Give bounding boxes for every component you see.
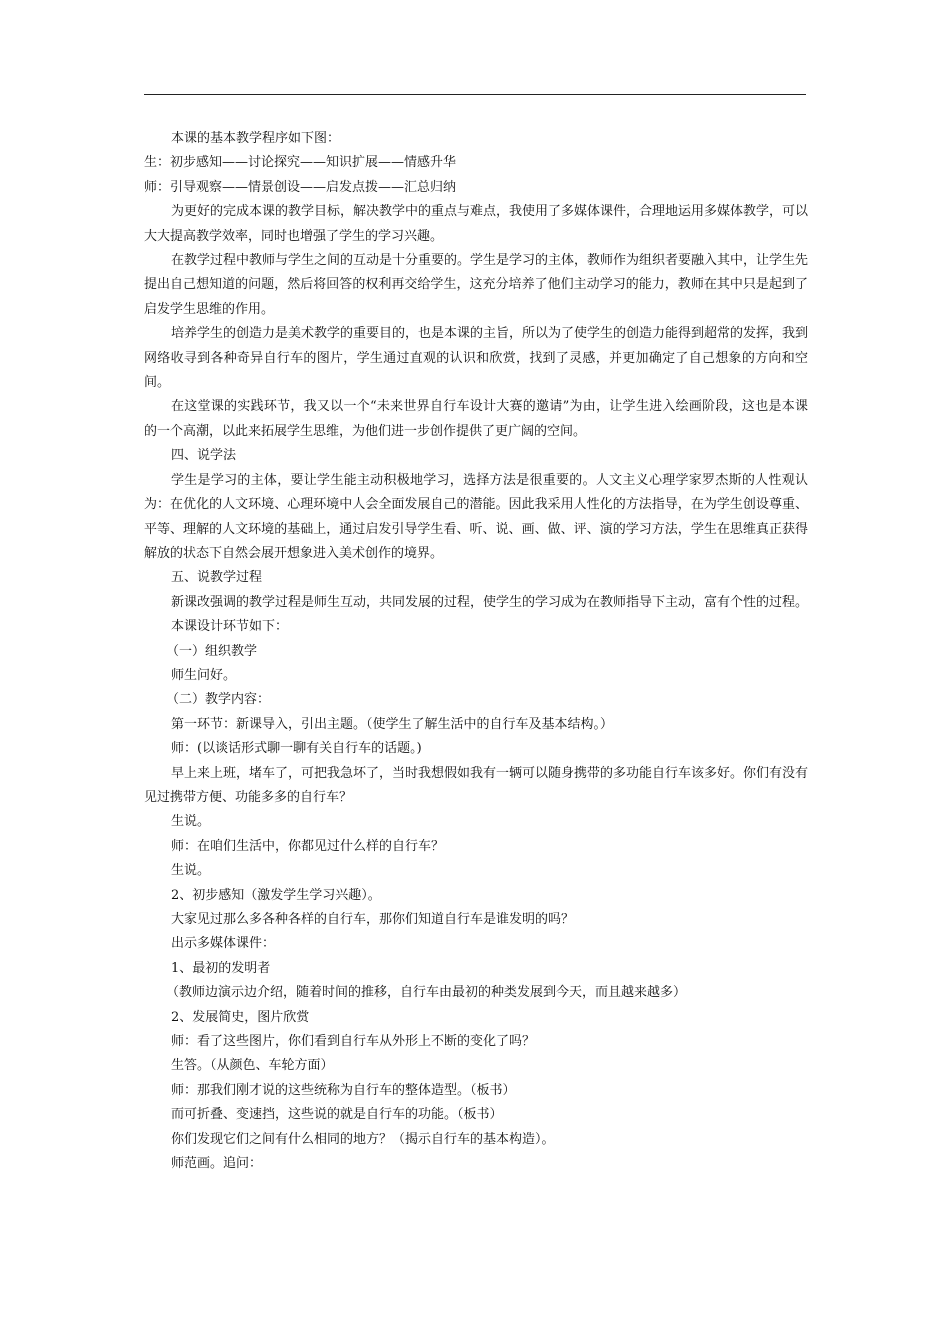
paragraph: 本课的基本教学程序如下图：	[171, 131, 341, 146]
paragraph: 2、发展简史，图片欣赏	[171, 1009, 310, 1025]
paragraph: 生：初步感知——讨论探究——知识扩展——情感升华	[144, 155, 457, 171]
paragraph: 师：看了这些图片，你们看到自行车从外形上不断的变化了吗？	[171, 1034, 536, 1050]
paragraph: 1、最初的发明者	[171, 960, 271, 976]
section-heading: 四、说学法	[171, 448, 237, 464]
subsection-heading: （二）教学内容：	[166, 692, 271, 708]
paragraph: 早上来上班，堵车了，可把我急坏了，当时我想假如我有一辆可以随身携带的多功能自行车该多好。你们有没有见过携带方便、功能多多的自行车？	[144, 765, 809, 805]
paragraph: 而可折叠、变速挡，这些说的就是自行车的功能。（板书）	[171, 1107, 503, 1123]
paragraph: 师：(以谈话形式聊一聊有关自行车的话题。)	[171, 741, 422, 757]
document-body	[144, 127, 808, 1176]
paragraph: 大家见过那么多各种各样的自行车，那你们知道自行车是谁发明的吗？	[171, 912, 575, 927]
paragraph: 你们发现它们之间有什么相同的地方？（揭示自行车的基本构造）。	[171, 1131, 555, 1147]
paragraph: 师：在咱们生活中，你都见过什么样的自行车？	[171, 838, 445, 854]
paragraph: 培养学生的创造力是美术教学的重要目的，也是本课的主旨，所以为了使学生的创造力能得到超常的发挥，我到网络收寻到各种奇异自行车的图片，学生通过直观的认识和欣赏，找到了灵感，并更加确定了自己想象的方向和空间。	[144, 326, 809, 391]
paragraph: （教师边演示边介绍，随着时间的推移，自行车由最初的种类发展到今天，而且越来越多）	[166, 985, 687, 1001]
paragraph: 新课改强调的教学过程是师生互动，共同发展的过程，使学生的学习成为在教师指导下主动，富有个性的过程。	[171, 594, 809, 610]
paragraph: 生说。	[171, 863, 211, 879]
paragraph: 学生是学习的主体，要让学生能主动积极地学习，选择方法是很重要的。人文主义心理学家罗杰斯的人性观认为：在优化的人文环境、心理环境中人会全面发展自己的潜能。因此我采用人性化的方法指导，在为学生创设尊重、平等、理解的人文环境的基础上，通过启发引导学生看、听、说、画、做、评、演的学习方法，学生在思维真正获得解放的状态下自然会展开想象进入美术创作的境界。	[144, 472, 808, 561]
subsection-heading: （一）组织教学	[166, 643, 258, 659]
paragraph: 为更好的完成本课的教学目标，解决教学中的重点与难点，我使用了多媒体课件，合理地运用多媒体教学，可以大大提高教学效率，同时也增强了学生的学习兴趣。	[144, 204, 809, 244]
paragraph: 本课设计环节如下：	[171, 619, 289, 635]
paragraph: 生答。（从颜色、车轮方面）	[171, 1058, 334, 1074]
paragraph: 师：引导观察——情景创设——启发点拨——汇总归纳	[144, 179, 457, 195]
paragraph: 师范画。追问：	[171, 1156, 263, 1172]
paragraph: 师生问好。	[171, 667, 237, 683]
paragraph: 生说。	[171, 814, 211, 830]
paragraph: 出示多媒体课件：	[171, 936, 276, 952]
section-heading: 五、说教学过程	[171, 570, 263, 586]
paragraph: 在教学过程中教师与学生之间的互动是十分重要的。学生是学习的主体，教师作为组织者要融入其中，让学生先提出自己想知道的问题，然后将回答的权利再交给学生，这充分培养了他们主动学习的能力，教师在其中只是起到了启发学生思维的作用。	[144, 253, 809, 317]
paragraph: 第一环节：新课导入，引出主题。（使学生了解生活中的自行车及基本结构。）	[171, 716, 614, 732]
header-rule	[144, 94, 806, 95]
paragraph: 在这堂课的实践环节，我又以一个“未来世界自行车设计大赛的邀请”为由，让学生进入绘画阶段，这也是本课的一个高潮，以此来拓展学生思维，为他们进一步创作提供了更广阔的空间。	[144, 399, 808, 439]
paragraph: 师：那我们刚才说的这些统称为自行车的整体造型。（板书）	[171, 1082, 516, 1098]
paragraph: 2、初步感知（激发学生学习兴趣）。	[171, 887, 381, 903]
